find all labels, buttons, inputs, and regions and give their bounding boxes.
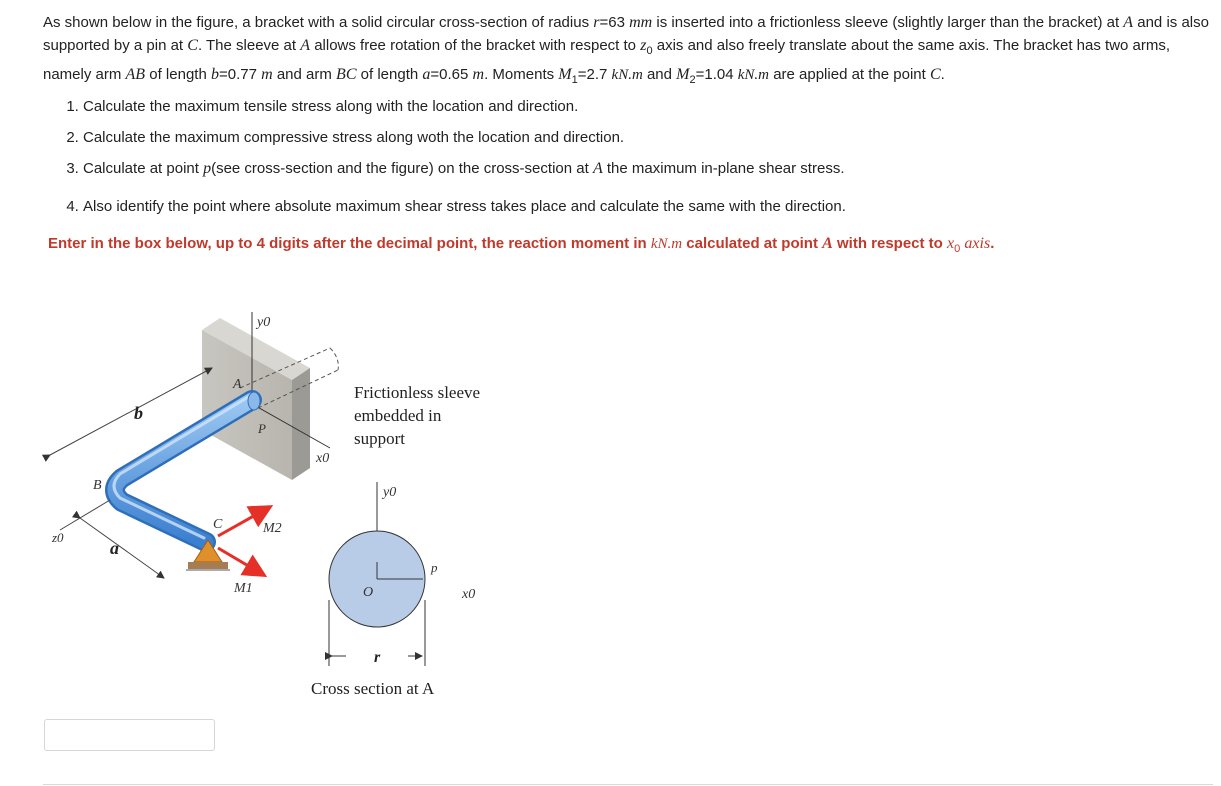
task-list [43, 96, 1183, 227]
problem-statement: As shown below in the figure, a bracket with a solid circular cross-section of radius r=63 mm is inserted into a frictionless sleeve (slightly larger than the bracket) at A and is also supported by a pin at C. The sleeve at A allows free rotation of the bracket with respect to $z_0$ axis and also freely translate about the same axis. The bracket has two arms, namely arm AB of length b=0.77 m and arm BC of length a=0.65 m. Moments $M_1=2.7$ kN.m and $M_2=1.04$ kN.m are applied at the point C. [43, 14, 1209, 86]
dim-b-label: b [134, 403, 143, 423]
label-M1: M1 [234, 581, 253, 596]
answer-prompt: Enter in the box below, up to 4 digits after the decimal point, the reaction moment in kN.m calculated at point A with respect to $x_0$ axis. [48, 235, 995, 255]
cs-O-label: O [363, 585, 374, 600]
label-B: B [93, 478, 102, 493]
label-z0: z0 [52, 530, 64, 545]
y0-label-top: y0 [257, 315, 271, 330]
label-x0: x0 [316, 451, 330, 466]
cs-y0-label: y0 [383, 485, 397, 500]
moment-M2-arrow [218, 508, 268, 536]
bracket-figure [40, 300, 510, 710]
label-P: P [258, 421, 266, 436]
sleeve-label-1: Frictionless sleeve [354, 383, 481, 402]
bar-end-A [248, 392, 260, 410]
task-3: 3. Calculate at point p(see cross-section and the figure) on the cross-section at A the maximum in-plane shear stress. [83, 158, 1183, 189]
label-A: A [233, 377, 242, 392]
sleeve-label-3: support [354, 429, 405, 448]
label-M2: M2 [263, 521, 282, 536]
sleeve-label-2: embedded in [354, 406, 442, 425]
task-1: 1. Calculate the maximum tensile stress along with the location and direction. [83, 96, 1183, 127]
z0-axis-line [60, 500, 110, 530]
answer-input[interactable] [44, 719, 215, 751]
cross-section [311, 482, 475, 698]
divider [43, 784, 1213, 785]
dim-a-label: a [110, 538, 119, 558]
cs-r-label: r [374, 649, 381, 666]
cs-caption: Cross section at A [311, 679, 435, 698]
task-2: 2. Calculate the maximum compressive stress along woth the location and direction. [83, 127, 1183, 158]
cs-p-label: p [431, 560, 438, 575]
cs-x0-label: x0 [462, 587, 476, 602]
label-C: C [213, 517, 223, 532]
task-4: 4. Also identify the point where absolute maximum shear stress takes place and calculate the same with the direction. [83, 196, 1183, 227]
